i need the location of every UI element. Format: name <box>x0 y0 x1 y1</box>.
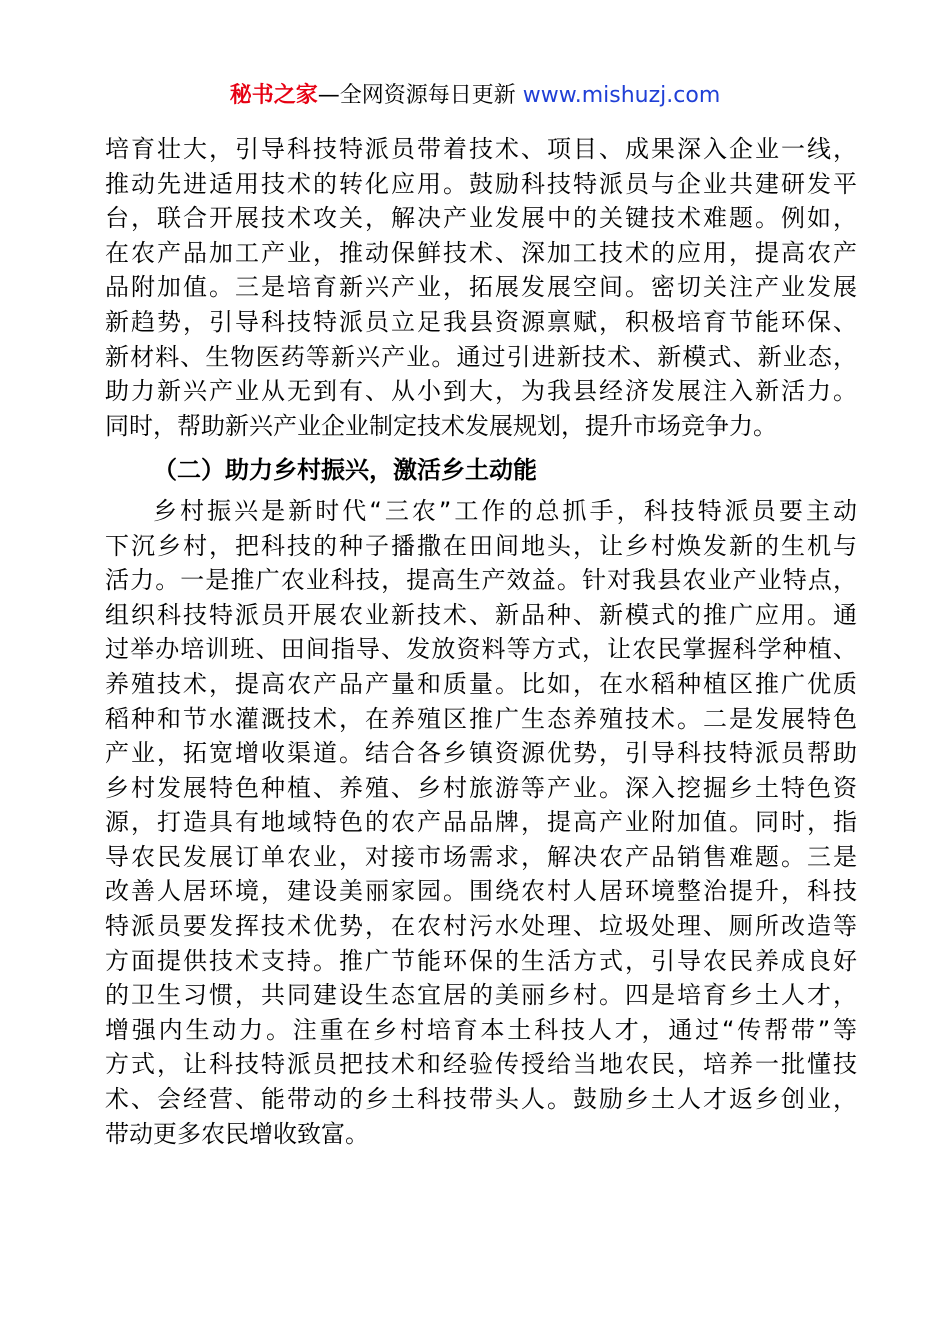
text-line: 养殖技术，提高农产品产量和质量。比如，在水稻种植区推广优质 <box>105 669 857 698</box>
text-line: 台，联合开展技术攻关，解决产业发展中的关键技术难题。例如， <box>105 204 857 233</box>
text-line: 助力新兴产业从无到有、从小到大，为我县经济发展注入新活力。 <box>105 377 857 406</box>
text-line: 特派员要发挥技术优势，在农村污水处理、垃圾处理、厕所改造等 <box>105 912 857 941</box>
text-line: 下沉乡村，把科技的种子播撒在田间地头，让乡村焕发新的生机与 <box>105 531 857 560</box>
text-line: 在农产品加工产业，推动保鲜技术、深加工技术的应用，提高农产 <box>105 238 857 267</box>
text-line: 乡村发展特色种植、养殖、乡村旅游等产业。深入挖掘乡土特色资 <box>105 773 857 802</box>
paragraph-1 <box>105 132 857 443</box>
text-line: 导农民发展订单农业，对接市场需求，解决农产品销售难题。三是 <box>105 842 857 871</box>
header-url: www.mishuzj.com <box>522 83 721 108</box>
section-heading: （二）助力乡村振兴，激活乡土动能 <box>153 456 537 485</box>
header-brand: 秘书之家 <box>229 83 318 108</box>
document-body <box>105 132 857 1151</box>
text-line: 方面提供技术支持。推广节能环保的生活方式，引导农民养成良好 <box>105 946 857 975</box>
text-line: 的卫生习惯，共同建设生态宜居的美丽乡村。四是培育乡土人才， <box>105 981 857 1010</box>
text-line: 乡村振兴是新时代“三农”工作的总抓手，科技特派员要主动 <box>153 496 857 525</box>
text-line: 方式，让科技特派员把技术和经验传授给当地农民，培养一批懂技 <box>105 1050 857 1079</box>
text-line: 新材料、生物医药等新兴产业。通过引进新技术、新模式、新业态， <box>105 342 857 371</box>
text-line: 稻种和节水灌溉技术，在养殖区推广生态养殖技术。二是发展特色 <box>105 704 857 733</box>
text-line: 同时，帮助新兴产业企业制定技术发展规划，提升市场竞争力。 <box>105 411 777 440</box>
paragraph-2 <box>105 494 857 1151</box>
text-line: 源，打造具有地域特色的农产品品牌，提高产业附加值。同时，指 <box>105 808 857 837</box>
header-tagline: —全网资源每日更新 <box>317 83 523 108</box>
text-line: 改善人居环境，建设美丽家园。围绕农村人居环境整治提升，科技 <box>105 877 857 906</box>
text-line: 产业，拓宽增收渠道。结合各乡镇资源优势，引导科技特派员帮助 <box>105 739 857 768</box>
page-header <box>0 81 950 111</box>
text-line: 品附加值。三是培育新兴产业，拓展发展空间。密切关注产业发展 <box>105 273 857 302</box>
text-line: 带动更多农民增收致富。 <box>105 1119 369 1148</box>
text-line: 过举办培训班、田间指导、发放资料等方式，让农民掌握科学种植、 <box>105 635 857 664</box>
text-line: 组织科技特派员开展农业新技术、新品种、新模式的推广应用。通 <box>105 600 857 629</box>
text-line: 培育壮大，引导科技特派员带着技术、项目、成果深入企业一线， <box>105 135 857 163</box>
text-line: 推动先进适用技术的转化应用。鼓励科技特派员与企业共建研发平 <box>105 169 857 198</box>
text-line: 活力。一是推广农业科技，提高生产效益。针对我县农业产业特点， <box>105 566 857 595</box>
text-line: 增强内生动力。注重在乡村培育本土科技人才，通过“传帮带”等 <box>105 1015 857 1044</box>
text-line: 术、会经营、能带动的乡土科技带头人。鼓励乡土人才返乡创业， <box>105 1085 857 1114</box>
text-line: 新趋势，引导科技特派员立足我县资源禀赋，积极培育节能环保、 <box>105 307 857 336</box>
